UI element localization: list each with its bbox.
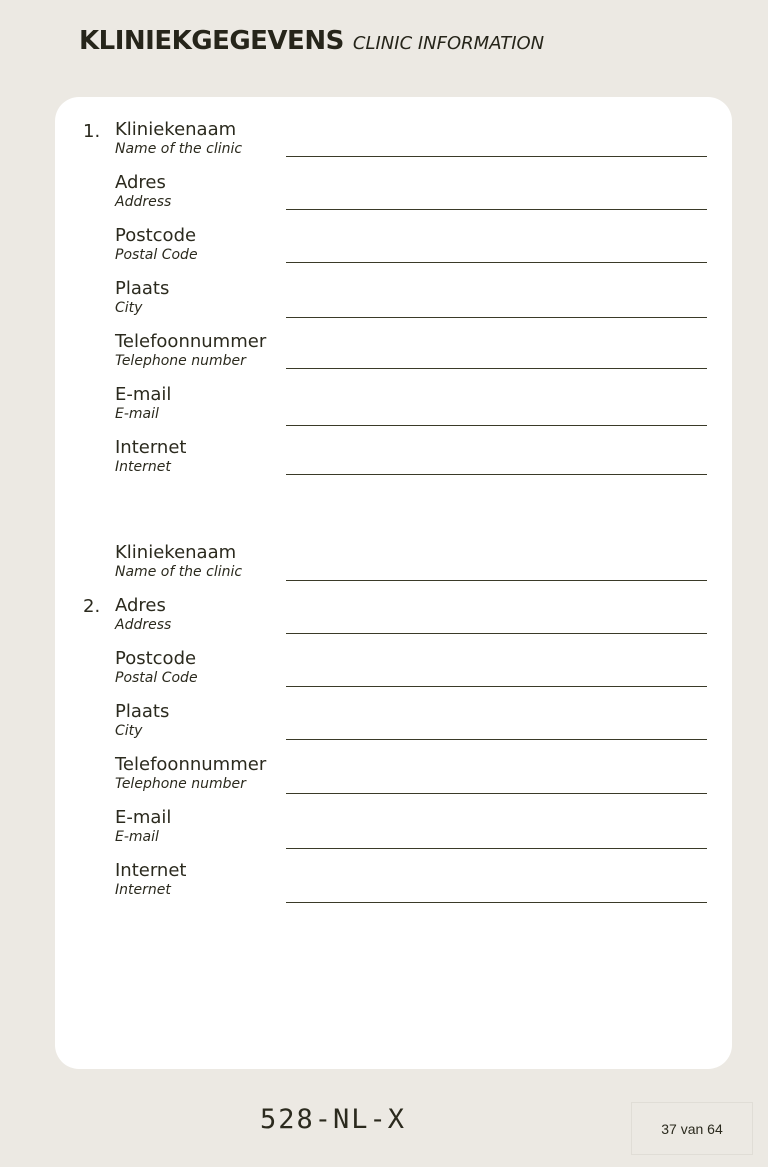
- field-label: Kliniekenaam: [115, 542, 237, 563]
- field-label: Adres: [115, 172, 166, 193]
- clinic-2-number: 2.: [83, 596, 101, 617]
- field-label: Postcode: [115, 225, 197, 246]
- clinic-2-telephone-input-line[interactable]: [286, 793, 707, 794]
- clinic-1-email-input-line[interactable]: [286, 425, 707, 426]
- clinic-2-postcode-field: [115, 648, 707, 698]
- field-label: Internet: [115, 437, 187, 458]
- form-card: [55, 97, 732, 1069]
- page-subtitle: CLINIC INFORMATION: [352, 33, 545, 54]
- field-label-en: Name of the clinic: [115, 141, 243, 157]
- field-label: Adres: [115, 595, 166, 616]
- page-title: KLINIEKGEGEVENS: [79, 26, 344, 56]
- clinic-2-internet-field: [115, 860, 707, 910]
- clinic-1-city-field: [115, 278, 707, 328]
- clinic-1-postcode-field: [115, 225, 707, 275]
- field-label-en: E-mail: [115, 406, 159, 422]
- clinic-1-city-input-line[interactable]: [286, 317, 707, 318]
- field-label-en: E-mail: [115, 829, 159, 845]
- document-code: 528-NL-X: [260, 1104, 407, 1135]
- clinic-2-city-input-line[interactable]: [286, 739, 707, 740]
- field-label-en: Postal Code: [115, 670, 198, 686]
- field-label: Telefoonnummer: [115, 331, 267, 352]
- page-number: 37 van 64: [661, 1120, 723, 1137]
- field-label: Postcode: [115, 648, 197, 669]
- clinic-1-number: 1.: [83, 121, 101, 142]
- field-label-en: Internet: [115, 459, 171, 475]
- clinic-1-telephone-input-line[interactable]: [286, 368, 707, 369]
- clinic-2-city-field: [115, 701, 707, 751]
- field-label-en: City: [115, 723, 143, 739]
- clinic-1-telephone-field: [115, 331, 707, 381]
- field-label-en: Name of the clinic: [115, 564, 243, 580]
- field-label-en: Internet: [115, 882, 171, 898]
- clinic-1-internet-input-line[interactable]: [286, 474, 707, 475]
- field-label: Plaats: [115, 701, 170, 722]
- clinic-2-email-input-line[interactable]: [286, 848, 707, 849]
- field-label-en: Telephone number: [115, 776, 246, 792]
- clinic-1-address-field: [115, 172, 707, 222]
- page-header: [79, 26, 544, 56]
- field-label-en: City: [115, 300, 143, 316]
- clinic-2-telephone-field: [115, 754, 707, 804]
- clinic-2-postcode-input-line[interactable]: [286, 686, 707, 687]
- field-label: E-mail: [115, 384, 172, 405]
- clinic-2-name-input-line[interactable]: [286, 580, 707, 581]
- clinic-2-address-input-line[interactable]: [286, 633, 707, 634]
- clinic-1-email-field: [115, 384, 707, 434]
- field-label-en: Address: [115, 617, 172, 633]
- clinic-2-address-field: [115, 595, 707, 645]
- clinic-2-internet-input-line[interactable]: [286, 902, 707, 903]
- clinic-1-name-field: [115, 119, 707, 169]
- clinic-2-name-field: [115, 542, 707, 592]
- field-label: Kliniekenaam: [115, 119, 237, 140]
- field-label: Telefoonnummer: [115, 754, 267, 775]
- clinic-1-internet-field: [115, 437, 707, 487]
- field-label: E-mail: [115, 807, 172, 828]
- field-label-en: Telephone number: [115, 353, 246, 369]
- clinic-2-email-field: [115, 807, 707, 857]
- clinic-1-name-input-line[interactable]: [286, 156, 707, 157]
- field-label-en: Postal Code: [115, 247, 198, 263]
- clinic-1-postcode-input-line[interactable]: [286, 262, 707, 263]
- clinic-1-address-input-line[interactable]: [286, 209, 707, 210]
- field-label: Plaats: [115, 278, 170, 299]
- field-label: Internet: [115, 860, 187, 881]
- page-indicator: [631, 1102, 753, 1155]
- field-label-en: Address: [115, 194, 172, 210]
